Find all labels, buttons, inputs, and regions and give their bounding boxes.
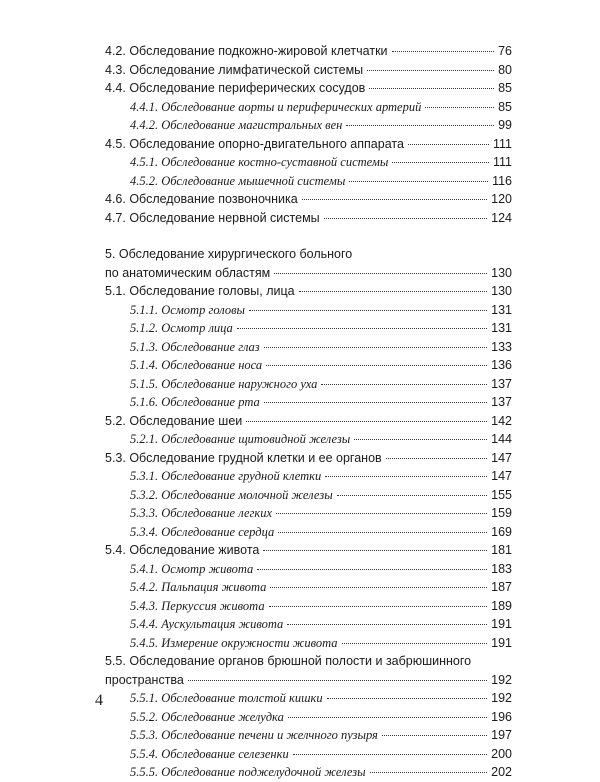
toc-entry-page: 99 — [498, 118, 512, 132]
toc-entry-title: 5.5.1. Обследование толстой кишки — [130, 691, 323, 705]
toc-subentry[interactable] — [105, 301, 512, 320]
toc-entry[interactable] — [105, 449, 512, 468]
toc-entry-page: 131 — [491, 321, 512, 335]
toc-entry-title: 5.2. Обследование шеи — [105, 413, 243, 428]
dot-leader — [321, 383, 487, 385]
dot-leader — [324, 217, 487, 219]
toc-subentry[interactable] — [105, 523, 512, 542]
toc-entry-page: 202 — [491, 765, 512, 779]
toc-entry-page: 130 — [491, 284, 512, 298]
toc-entry-title: 5.4.3. Перкуссия живота — [130, 598, 265, 613]
dot-leader — [299, 290, 488, 292]
dot-leader — [302, 198, 487, 200]
toc-entry-page: 196 — [491, 709, 512, 724]
toc-entry-title: 5.3.3. Обследование легких — [130, 506, 273, 520]
toc-subentry[interactable] — [105, 467, 512, 486]
section-gap — [105, 227, 512, 245]
toc-entry-page: 191 — [491, 617, 512, 631]
toc-entry-page: 197 — [491, 728, 512, 742]
toc-entry-page: 192 — [491, 672, 512, 687]
toc-entry-title: 5.1.3. Обследование глаз — [130, 339, 260, 354]
toc-entry-page: 124 — [491, 210, 512, 225]
dot-leader — [188, 679, 487, 681]
toc-entry-title: 5.5.3. Обследование печени и желчного пузыря — [130, 728, 378, 742]
toc-entry-title: 5.1.5. Обследование наружного уха — [130, 376, 318, 391]
toc-entry-page: 142 — [491, 413, 512, 428]
dot-leader — [257, 568, 487, 570]
toc-entry[interactable] — [105, 61, 512, 80]
toc-entry[interactable] — [105, 79, 512, 98]
dot-leader — [293, 753, 487, 755]
dot-leader — [278, 531, 487, 533]
toc-entry-page: 85 — [498, 99, 512, 114]
toc-entry-title: 5.4.1. Осмотр живота — [130, 561, 254, 576]
toc-entry-page: 136 — [491, 358, 512, 372]
page-number: 4 — [95, 692, 103, 709]
dot-leader — [337, 494, 487, 496]
dot-leader — [264, 346, 487, 348]
dot-leader — [386, 457, 487, 459]
toc-entry-page: 137 — [491, 395, 512, 409]
toc-subentry[interactable] — [105, 153, 512, 172]
toc-subentry[interactable] — [105, 763, 512, 782]
toc-entry-title: 5.5.5. Обследование поджелудочной железы — [130, 765, 366, 779]
toc-entry-page: 147 — [491, 450, 512, 465]
toc-entry-title: 4.6. Обследование позвоночника — [105, 192, 298, 206]
toc-entry-page: 169 — [491, 524, 512, 539]
dot-leader — [367, 69, 494, 71]
toc-entry-title: 4.3. Обследование лимфатической системы — [105, 62, 364, 77]
toc-entry-title: 5.4.4. Аускультация живота — [130, 617, 284, 631]
dot-leader — [263, 549, 487, 551]
toc-entry-title: 5.1. Обследование головы, лица — [105, 284, 295, 298]
toc-entry-title: 5.5.4. Обследование селезенки — [130, 746, 289, 761]
toc-entry-title: 5.1.2. Осмотр лица — [130, 321, 233, 335]
toc-subentry[interactable] — [105, 726, 512, 745]
toc-entry-title: 5.3.4. Обследование сердца — [130, 524, 275, 539]
toc-entry-page: 137 — [491, 376, 512, 391]
toc-entry-page: 116 — [492, 173, 512, 188]
dot-leader — [369, 87, 494, 89]
toc-entry-title: 4.5. Обследование опорно-двигательного аппарата — [105, 136, 404, 151]
toc-entry-title: 5.1.6. Обследование рта — [130, 395, 260, 409]
toc-entry[interactable] — [105, 282, 512, 301]
toc-subentry[interactable] — [105, 486, 512, 505]
toc-entry-page: 159 — [491, 506, 512, 520]
toc-entry-title: по анатомическим областям — [105, 265, 271, 280]
toc-entry-title: 4.4. Обследование периферических сосудов — [105, 81, 366, 95]
dot-leader — [354, 438, 487, 440]
toc-entry-title: 5.2.1. Обследование щитовидной железы — [130, 432, 351, 446]
dot-leader — [237, 327, 487, 329]
toc-subentry[interactable] — [105, 116, 512, 135]
dot-leader — [274, 272, 487, 274]
toc-entry[interactable] — [105, 135, 512, 154]
dot-leader — [370, 771, 488, 773]
toc-entry-page: 131 — [491, 302, 512, 317]
toc-entry-page: 80 — [498, 62, 512, 77]
toc-subentry[interactable] — [105, 689, 512, 708]
toc-entry-page: 144 — [491, 432, 512, 446]
toc-entry-page: 111 — [492, 155, 512, 169]
dot-leader — [392, 50, 495, 52]
toc-entry[interactable] — [105, 412, 512, 431]
dot-leader — [382, 734, 487, 736]
toc-subentry[interactable] — [105, 98, 512, 117]
toc-entry-title: 4.4.2. Обследование магистральных вен — [130, 118, 343, 132]
toc-entry-title: пространства — [105, 672, 184, 687]
toc-entry-page: 192 — [491, 691, 512, 705]
dot-leader — [266, 364, 487, 366]
toc-subentry[interactable] — [105, 393, 512, 412]
toc-entry[interactable] — [105, 209, 512, 228]
toc-entry-title: 5.3.1. Обследование грудной клетки — [130, 469, 322, 483]
dot-leader — [327, 697, 488, 699]
dot-leader — [325, 475, 487, 477]
toc-subentry[interactable] — [105, 338, 512, 357]
toc-subentry[interactable] — [105, 615, 512, 634]
toc-entry-page: 85 — [498, 81, 512, 95]
toc-entry-title: 5.5.2. Обследование желудка — [130, 709, 284, 724]
toc-subentry[interactable] — [105, 504, 512, 523]
toc-entry[interactable] — [105, 190, 512, 209]
toc-subentry[interactable] — [105, 597, 512, 616]
dot-leader — [264, 401, 487, 403]
toc-group-chapter4 — [105, 42, 512, 227]
toc-entry-page: 133 — [491, 339, 512, 354]
toc-entry-page: 120 — [491, 192, 512, 206]
toc-entry-title: 4.5.2. Обследование мышечной системы — [130, 173, 346, 188]
dot-leader — [408, 143, 489, 145]
toc-subentry[interactable] — [105, 430, 512, 449]
toc-group-chapter5 — [105, 282, 512, 652]
toc-entry-title: 5.4. Обследование живота — [105, 543, 260, 557]
toc-entry-page: 147 — [491, 469, 512, 483]
toc-entry-title: 5.1.1. Осмотр головы — [130, 302, 246, 317]
toc-entry-title: 5.3.2. Обследование молочной железы — [130, 487, 333, 502]
toc-subentry[interactable] — [105, 745, 512, 764]
toc-subentry[interactable] — [105, 172, 512, 191]
toc-entry-title: 5.4.2. Пальпация живота — [130, 580, 267, 594]
toc-subentry[interactable] — [105, 708, 512, 727]
toc-subentry[interactable] — [105, 560, 512, 579]
toc-entry-title: 4.2. Обследование подкожно-жировой клетчатки — [105, 44, 388, 58]
dot-leader — [392, 161, 489, 163]
toc-group-section-5-5 — [105, 689, 512, 782]
toc-entry-title: 4.5.1. Обследование костно-суставной системы — [130, 155, 389, 169]
toc-entry-page: 181 — [491, 543, 512, 557]
toc-entry-page: 111 — [492, 136, 512, 151]
toc-entry-chapter5[interactable] — [105, 264, 512, 283]
toc-subentry[interactable] — [105, 578, 512, 597]
toc-entry-page: 155 — [491, 487, 512, 502]
dot-leader — [346, 124, 494, 126]
toc-subentry[interactable] — [105, 375, 512, 394]
dot-leader — [246, 420, 487, 422]
dot-leader — [270, 586, 487, 588]
toc-entry-page: 183 — [491, 561, 512, 576]
toc-entry-title: 4.7. Обследование нервной системы — [105, 210, 320, 225]
toc-subentry[interactable] — [105, 634, 512, 653]
toc-entry-page: 191 — [491, 635, 512, 650]
dot-leader — [269, 605, 488, 607]
toc-subentry[interactable] — [105, 356, 512, 375]
dot-leader — [288, 716, 487, 718]
dot-leader — [342, 642, 488, 644]
toc-entry-page: 200 — [491, 746, 512, 761]
toc-entry-page: 189 — [491, 598, 512, 613]
toc-entry-page: 76 — [498, 44, 512, 58]
dot-leader — [276, 512, 487, 514]
dot-leader — [249, 309, 487, 311]
toc-subentry[interactable] — [105, 319, 512, 338]
toc-entry-section-5-5[interactable] — [105, 671, 512, 690]
toc-entry-title: 5.4.5. Измерение окружности живота — [130, 635, 338, 650]
table-of-contents — [105, 42, 512, 782]
dot-leader — [287, 623, 487, 625]
toc-entry-title: 5.3. Обследование грудной клетки и ее органов — [105, 450, 382, 465]
toc-entry-title: 5.1.4. Обследование носа — [130, 358, 263, 372]
toc-entry[interactable] — [105, 42, 512, 61]
toc-entry-page: 187 — [491, 580, 512, 594]
toc-entry[interactable] — [105, 541, 512, 560]
toc-entry-title: 4.4.1. Обследование аорты и периферических артерий — [130, 99, 422, 114]
toc-section55-title-line1: 5.5. Обследование органов брюшной полости и забрюшинного — [105, 654, 472, 668]
toc-chapter5-title-line1: 5. Обследование хирургического больного — [105, 247, 353, 261]
toc-entry-page: 130 — [491, 265, 512, 280]
dot-leader — [349, 180, 488, 182]
dot-leader — [425, 106, 494, 108]
